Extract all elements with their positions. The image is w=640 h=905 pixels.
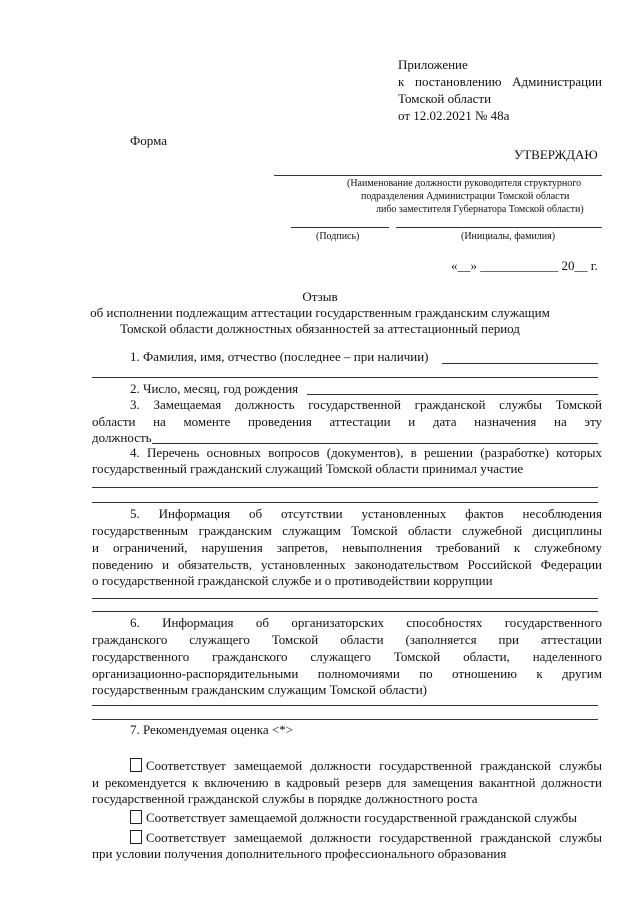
item-5-line-3: и ограничений, нарушения запретов, невыполнения требований к служебному bbox=[92, 540, 602, 555]
item-6-line-1: 6. Информация об организаторских способностях государственного bbox=[130, 615, 602, 630]
item-6-line-4: организационно-распорядительными полномочиями по отношению к другим bbox=[92, 666, 602, 681]
position-caption-1: (Наименование должности руководителя структурного bbox=[347, 178, 582, 189]
item-7-label: 7. Рекомендуемая оценка <*> bbox=[130, 722, 294, 737]
item-1-field[interactable] bbox=[442, 363, 598, 364]
initials-caption: (Инициалы, фамилия) bbox=[461, 231, 556, 242]
document-title: Отзыв bbox=[302, 289, 338, 304]
document-subtitle-2: Томской области должностных обязанностей за аттестационный период bbox=[120, 321, 520, 336]
item-5-line-5: о государственной гражданской службе и о противодействии коррупции bbox=[92, 573, 493, 588]
option-1-line-2: и рекомендуется к включению в кадровый резерв для замещения вакантной должности bbox=[92, 775, 602, 790]
item-6-field-2[interactable] bbox=[92, 719, 598, 720]
item-5-field-1[interactable] bbox=[92, 598, 598, 599]
appendix-date: от 12.02.2021 № 48а bbox=[398, 108, 510, 123]
option-1-line-1: Соответствует замещаемой должности государственной гражданской службы bbox=[92, 757, 602, 775]
approve-title: УТВЕРЖДАЮ bbox=[514, 147, 598, 162]
option-2: Соответствует замещаемой должности государственной гражданской службы bbox=[130, 810, 577, 826]
item-4-field-1[interactable] bbox=[92, 487, 598, 488]
document-subtitle-1: об исполнении подлежащим аттестации государственным гражданским служащим bbox=[90, 305, 550, 320]
approval-date: «__» ____________ 20__ г. bbox=[451, 258, 598, 273]
item-2-field[interactable] bbox=[307, 394, 598, 395]
position-caption-2: подразделения Администрации Томской области bbox=[361, 191, 570, 202]
item-5-field-2[interactable] bbox=[92, 611, 598, 612]
position-line[interactable] bbox=[274, 175, 602, 176]
item-2-label: 2. Число, месяц, год рождения bbox=[130, 381, 299, 396]
form-label: Форма bbox=[130, 133, 167, 148]
option-1-checkbox[interactable] bbox=[130, 758, 142, 772]
appendix-decree: к постановлению Администрации bbox=[398, 74, 602, 89]
item-3-line-3: должность bbox=[92, 430, 152, 445]
item-3-line-1: 3. Замещаемая должность государственной гражданской службы Томской bbox=[130, 397, 602, 412]
item-6-line-3: государственного гражданского служащего Томской области, наделенного bbox=[92, 649, 602, 664]
option-1-line-3: государственной гражданской службы в порядке должностного роста bbox=[92, 791, 478, 806]
item-6-field-1[interactable] bbox=[92, 705, 598, 706]
item-5-line-1: 5. Информация об отсутствии установленных фактов несоблюдения bbox=[130, 506, 602, 521]
signature-line[interactable] bbox=[291, 227, 389, 228]
option-3-checkbox[interactable] bbox=[130, 830, 142, 844]
initials-line[interactable] bbox=[396, 227, 602, 228]
item-6-line-5: государственным гражданским служащим Томской области) bbox=[92, 682, 427, 697]
option-3-line-2: при условии получения дополнительного профессионального образования bbox=[92, 846, 507, 861]
signature-caption: (Подпись) bbox=[316, 231, 360, 242]
item-1-field-line-2[interactable] bbox=[92, 377, 598, 378]
option-2-checkbox[interactable] bbox=[130, 810, 142, 824]
appendix-region: Томской области bbox=[398, 91, 492, 106]
item-5-line-2: государственным гражданским служащим Томской области служебной дисциплины bbox=[92, 523, 602, 538]
item-4-field-2[interactable] bbox=[92, 502, 598, 503]
item-1-label: 1. Фамилия, имя, отчество (последнее – при наличии) bbox=[130, 349, 429, 364]
item-6-line-2: гражданского служащего Томской области (заполняется при аттестации bbox=[92, 632, 602, 647]
item-4-line-1: 4. Перечень основных вопросов (документов), в решении (разработке) которых bbox=[130, 445, 602, 460]
item-4-line-2: государственный гражданский служащий Томской области принимал участие bbox=[92, 461, 524, 476]
item-5-line-4: поведению и обязательств, установленных законодательством Российской Федерации bbox=[92, 557, 602, 572]
appendix-label: Приложение bbox=[398, 57, 468, 72]
position-caption-3: либо заместителя Губернатора Томской области) bbox=[376, 204, 584, 215]
item-3-line-2: области на моменте проведения аттестации и дата назначения на эту bbox=[92, 414, 602, 429]
option-3-line-1: Соответствует замещаемой должности государственной гражданской службы bbox=[92, 829, 602, 847]
